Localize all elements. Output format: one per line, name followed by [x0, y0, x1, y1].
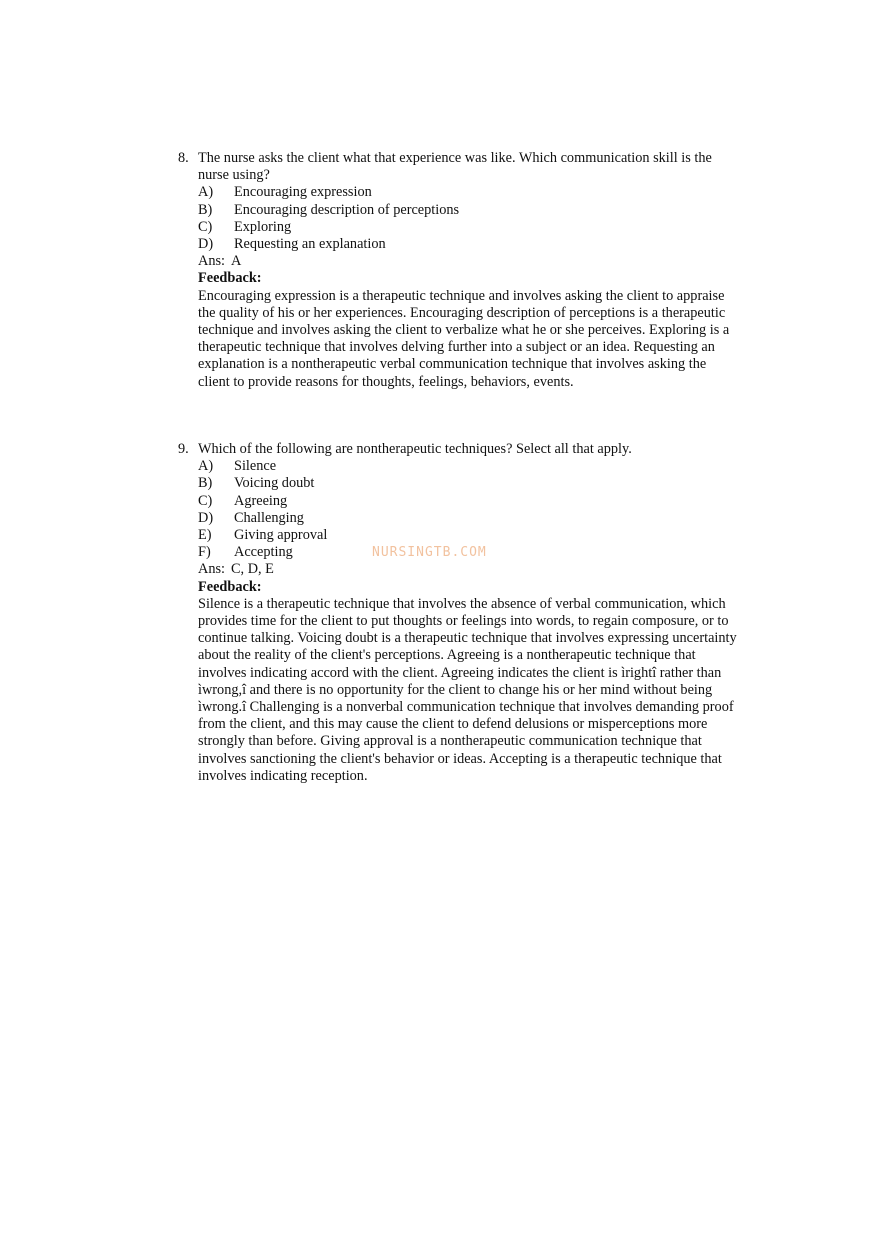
- answer-value: C, D, E: [231, 561, 274, 578]
- answer-value: A: [231, 253, 242, 270]
- answer-line: [198, 561, 738, 578]
- question-stem: [178, 441, 738, 458]
- answer-label: Ans:: [198, 561, 226, 578]
- question-body: [198, 458, 738, 785]
- option-text: Agreeing: [234, 492, 288, 509]
- option-e: [198, 527, 738, 544]
- question-9: [178, 441, 738, 785]
- option-text: Exploring: [234, 218, 292, 235]
- feedback-heading: Feedback:: [198, 270, 262, 287]
- option-text: Accepting: [234, 544, 293, 561]
- watermark: NURSINGTB.COM: [372, 545, 487, 560]
- question-stem: [178, 150, 738, 184]
- option-text: Requesting an explanation: [234, 236, 386, 253]
- option-letter: E): [198, 527, 212, 544]
- option-b: [198, 202, 738, 219]
- option-text: Giving approval: [234, 527, 328, 544]
- answer-label: Ans:: [198, 253, 226, 270]
- question-number: 9.: [178, 441, 189, 457]
- feedback-text: Silence is a therapeutic technique that involves the absence of verbal communication, which provides time for the client to put thoughts or feelings into words, to regain composure, or to continue talking. Voicing doubt is a therapeutic technique that involves expressing uncertainty about the reality of the client's perceptions. Agreeing is a nontherapeutic technique that involves indicating accord with the client. Agreeing indicates the client is ìrightî rather than ìwrong,î and there is no opportunity for the client to change his or her mind without being ìwrong.î Challenging is a nonverbal communication technique that involves demanding proof from the client, and this may cause the client to defend delusions or misperceptions more strongly than before. Giving approval is a nontherapeutic communication technique that involves sanctioning the client's behavior or ideas. Accepting is a therapeutic technique that involves indicating reception.: [198, 595, 737, 784]
- option-letter: D): [198, 236, 214, 253]
- option-letter: B): [198, 475, 213, 492]
- feedback-heading: Feedback:: [198, 578, 262, 595]
- option-letter: D): [198, 509, 214, 526]
- option-d: [198, 510, 738, 527]
- option-letter: B): [198, 201, 213, 218]
- option-a: [198, 458, 738, 475]
- option-text: Encouraging description of perceptions: [234, 201, 460, 218]
- option-a: [198, 184, 738, 201]
- question-body: [198, 184, 738, 390]
- option-text: Encouraging expression: [234, 184, 372, 201]
- option-letter: A): [198, 184, 214, 201]
- option-d: [198, 236, 738, 253]
- question-text: Which of the following are nontherapeutic techniques? Select all that apply.: [198, 441, 632, 457]
- option-c: [198, 493, 738, 510]
- option-text: Challenging: [234, 509, 304, 526]
- question-8: [178, 150, 738, 391]
- option-letter: A): [198, 458, 214, 475]
- question-text: The nurse asks the client what that experience was like. Which communication skill is the nurse using?: [198, 150, 712, 184]
- option-letter: C): [198, 492, 213, 509]
- option-c: [198, 219, 738, 236]
- option-letter: F): [198, 544, 211, 561]
- option-letter: C): [198, 218, 213, 235]
- question-number: 8.: [178, 150, 189, 166]
- answer-line: [198, 253, 738, 270]
- option-b: [198, 475, 738, 492]
- feedback-text: Encouraging expression is a therapeutic technique and involves asking the client to appraise the quality of his or her experiences. Encouraging description of perceptions is a therapeutic technique and involves asking the client to verbalize what he or she perceives. Exploring is a therapeutic technique that involves delving further into a subject or an idea. Requesting an explanation is a nontherapeutic verbal communication technique that involves asking the client to provide reasons for thoughts, feelings, behaviors, events.: [198, 287, 730, 390]
- option-text: Voicing doubt: [234, 475, 315, 492]
- option-text: Silence: [234, 458, 277, 475]
